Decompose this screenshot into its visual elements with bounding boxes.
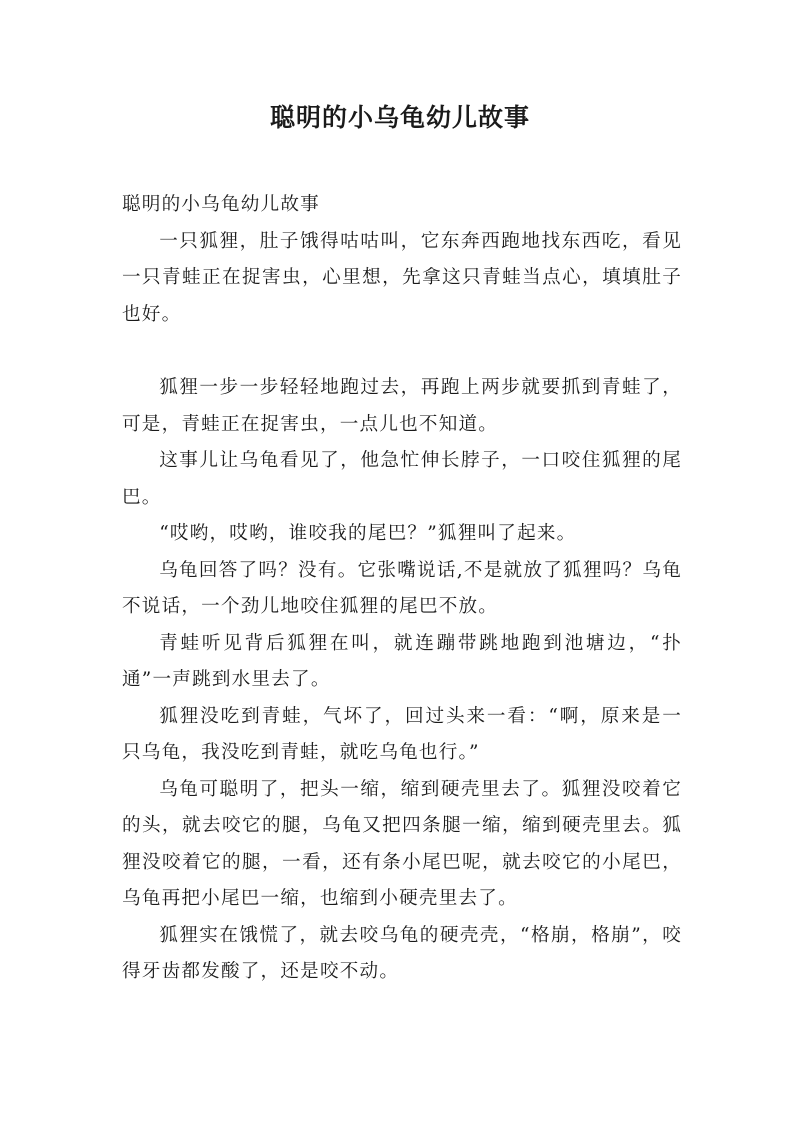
paragraph-1: 一只狐狸，肚子饿得咕咕叫，它东奔西跑地找东西吃，看见一只青蛙正在捉害虫，心里想，先拿这只青蛙当点心，填填肚子也好。 [122,230,682,325]
document-subtitle: 聪明的小乌龟幼儿故事 [122,194,320,215]
document-body [122,187,682,991]
paragraph-gap [122,333,682,370]
paragraph-7: 狐狸没吃到青蛙，气坏了，回过头来一看：“啊，原来是一只乌龟，我没吃到青蛙，就吃乌龟也行。” [122,705,682,763]
paragraph-4: “哎哟，哎哟，谁咬我的尾巴？”狐狸叫了起来。 [159,523,577,544]
paragraph-8: 乌龟可聪明了，把头一缩，缩到硬壳里去了。狐狸没咬着它的头，就去咬它的腿，乌龟又把四条腿一缩，缩到硬壳里去。狐狸没咬着它的腿，一看，还有条小尾巴呢，就去咬它的小尾巴，乌龟再把小尾巴一缩，也缩到小硬壳里去了。 [122,778,682,909]
paragraph-6: 青蛙听见背后狐狸在叫，就连蹦带跳地跑到池塘边，“扑通”一声跳到水里去了。 [122,632,682,690]
document-title: 聪明的小乌龟幼儿故事 [269,103,530,132]
paragraph-3: 这事儿让乌龟看见了，他急忙伸长脖子，一口咬住狐狸的尾巴。 [122,450,682,508]
paragraph-5: 乌龟回答了吗？没有。它张嘴说话,不是就放了狐狸吗？乌龟不说话，一个劲儿地咬住狐狸的尾巴不放。 [122,559,682,617]
paragraph-9: 狐狸实在饿慌了，就去咬乌龟的硬壳壳，“格崩，格崩”，咬得牙齿都发酸了，还是咬不动。 [122,924,682,982]
paragraph-2: 狐狸一步一步轻轻地跑过去，再跑上两步就要抓到青蛙了，可是，青蛙正在捉害虫，一点儿也不知道。 [122,377,682,435]
